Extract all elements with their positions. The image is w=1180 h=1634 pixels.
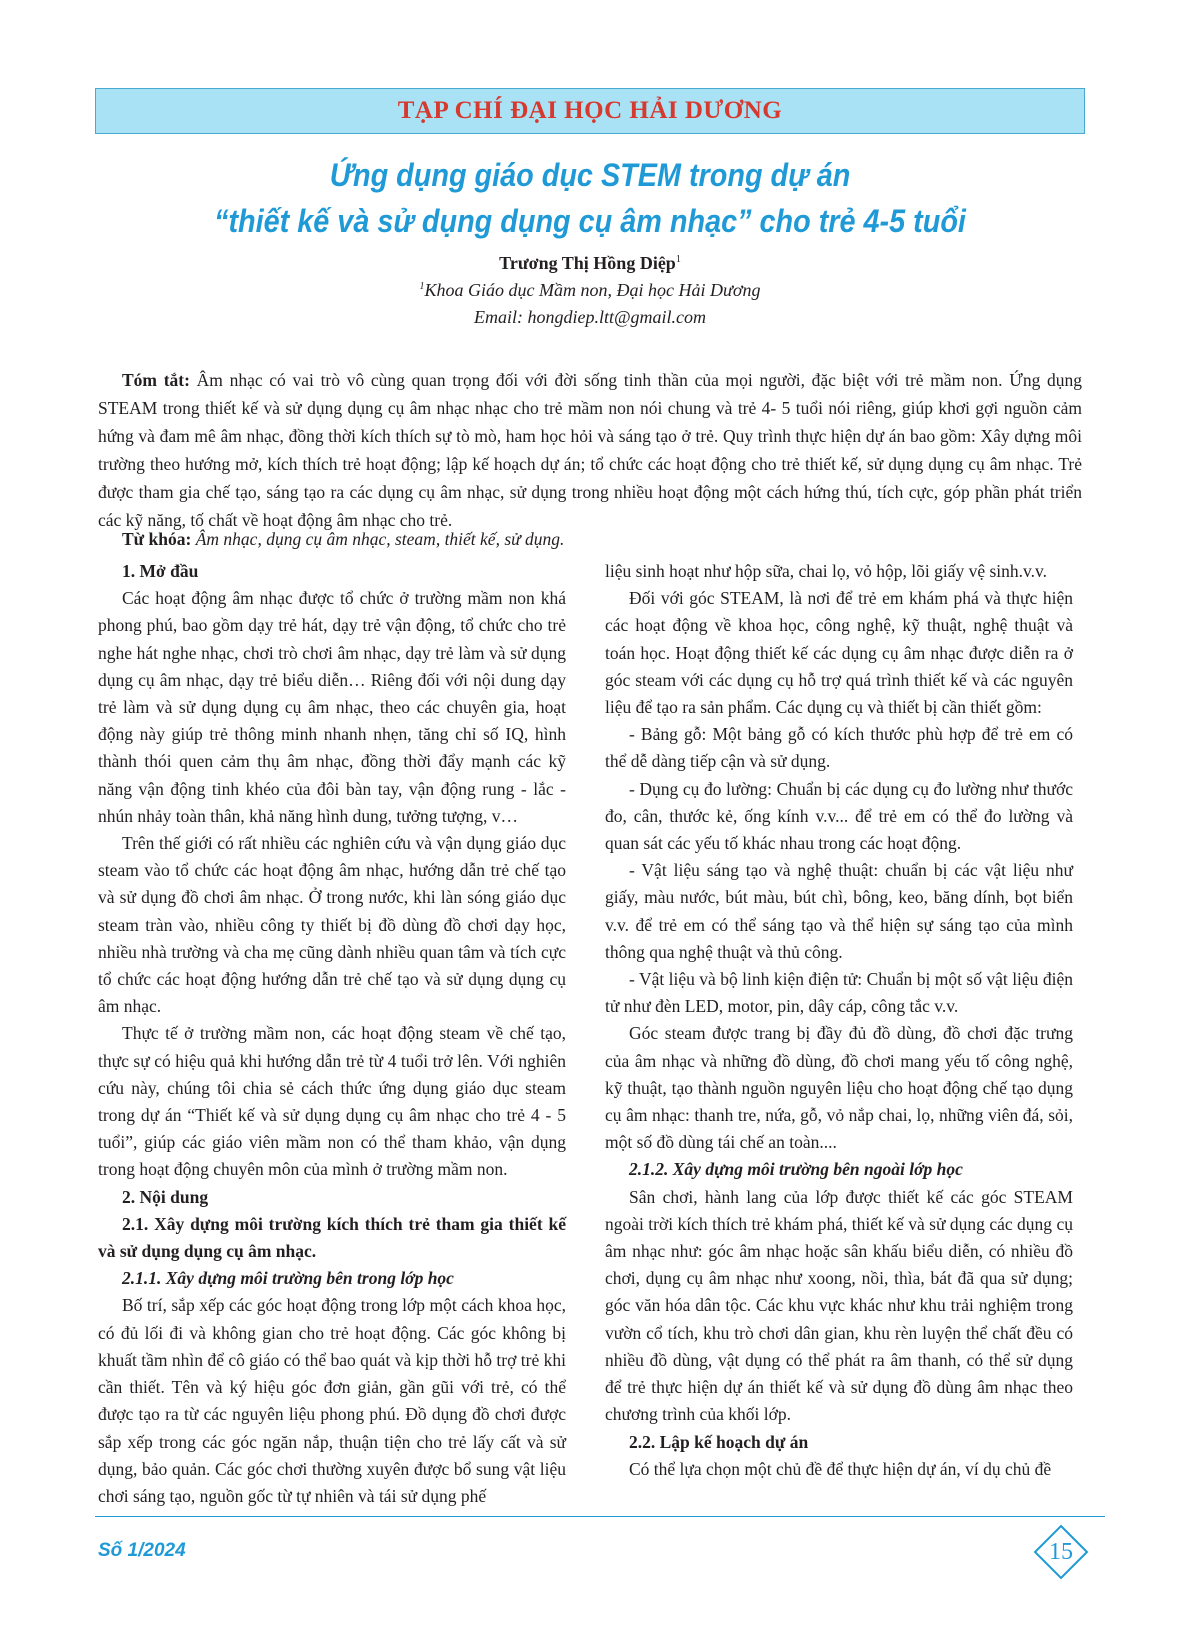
affiliation-superscript: 1 — [419, 281, 425, 292]
abstract — [98, 366, 1082, 534]
left-column — [98, 558, 566, 1510]
paragraph: Bố trí, sắp xếp các góc hoạt động trong lớp một cách khoa học, có đủ lối đi và không gian cho trẻ hoạt động. Các góc không bị khuất tầm nhìn để cô giáo có thể bao quát và kịp thời hỗ trợ trẻ khi cần thiết. Tên và ký hiệu góc đơn giản, gần gũi với trẻ, có thể được tạo ra từ các nguyên liệu phong phú. Đồ dụng đồ chơi được sắp xếp trong các góc ngăn nắp, thuận tiện cho trẻ lấy cất và sử dụng, bảo quản. Các góc chơi thường xuyên được bổ sung vật liệu chơi sáng tạo, nguồn gốc từ tự nhiên và tái sử dụng phế — [98, 1295, 566, 1506]
paragraph: Có thể lựa chọn một chủ đề để thực hiện dự án, ví dụ chủ đề — [629, 1458, 1052, 1479]
subsection-heading-2-1-2: 2.1.2. Xây dựng môi trường bên ngoài lớp học — [629, 1159, 963, 1180]
list-item: - Vật liệu và bộ linh kiện điện tử: Chuẩn bị một số vật liệu điện tử như đèn LED, motor, pin, dây cáp, công tắc v.v. — [605, 969, 1073, 1017]
paragraph: Đối với góc STEAM, là nơi để trẻ em khám phá và thực hiện các hoạt động về khoa học, công nghệ, kỹ thuật, nghệ thuật và toán học. Hoạt động thiết kế các dụng cụ âm nhạc được diễn ra ở góc steam với các dụng cụ hỗ trợ quá trình thiết kế và các nguyên liệu để tạo ra sản phẩm. Các dụng cụ và thiết bị cần thiết gồm: — [605, 588, 1073, 718]
footer-divider — [95, 1516, 1105, 1517]
issue-number: Số 1/2024 — [98, 1540, 186, 1561]
list-item: - Bảng gỗ: Một bảng gỗ có kích thước phù hợp để trẻ em có thể dễ dàng tiếp cận và sử dụng. — [605, 724, 1073, 772]
list-item: - Dụng cụ đo lường: Chuẩn bị các dụng cụ đo lường như thước đo, cân, thước kẻ, ống kính v.v... để trẻ em có thể đo lường và quan sát các yếu tố khác nhau trong các hoạt động. — [605, 778, 1073, 854]
paragraph: Sân chơi, hành lang của lớp được thiết kế các góc STEAM ngoài trời kích thích trẻ khám phá, thiết kế và sử dụng các dụng cụ âm nhạc như: góc âm nhạc hoặc sân khấu biểu diễn, có nhiều đồ chơi, dụng cụ âm nhạc như xoong, nồi, thìa, bát đã qua sử dụng; góc văn hóa dân tộc. Các khu vực khác như khu trải nghiệm trong vườn cổ tích, khu trò chơi dân gian, khu rèn luyện thể chất đều có nhiều đồ dùng, vật dụng có thể phát ra âm thanh, có thể sử dụng để trẻ thực hiện dự án thiết kế và sử dụng đồ dùng âm nhạc theo chương trình của khối lớp. — [605, 1186, 1073, 1425]
paragraph: Thực tế ở trường mầm non, các hoạt động steam về chế tạo, thực sự có hiệu quả khi hướng dẫn trẻ từ 4 tuổi trở lên. Với nghiên cứu này, chúng tôi chia sẻ cách thức ứng dụng giáo dục steam trong dự án “Thiết kế và sử dụng dụng cụ âm nhạc cho trẻ 4 - 5 tuổi”, giúp các giáo viên mầm non có thể tham khảo, vận dụng trong hoạt động chuyên môn của mình ở trường mầm non. — [98, 1023, 566, 1180]
paragraph: Các hoạt động âm nhạc được tổ chức ở trường mầm non khá phong phú, bao gồm dạy trẻ hát, dạy trẻ vận động, tổ chức cho trẻ nghe hát nghe nhạc, chơi trò chơi âm nhạc, dạy trẻ làm và sử dụng dụng cụ âm nhạc, dạy trẻ biểu diễn… Riêng đối với nội dung dạy trẻ làm và sử dụng dụng cụ âm nhạc, theo các chuyên gia, hoạt động này giúp trẻ thông minh nhanh nhẹn, tăng chỉ số IQ, hình thành thói quen cảm thụ âm nhạc, đồng thời đẩy mạnh các kỹ năng vận động tinh khéo của đôi bàn tay, vận động rung - lắc - nhún nhảy toàn thân, khả năng hình dung, tưởng tượng, v… — [98, 588, 566, 826]
subsection-heading-2-1: 2.1. Xây dựng môi trường kích thích trẻ tham gia thiết kế và sử dụng dụng cụ âm nhạc. — [98, 1213, 566, 1262]
keywords-label: Từ khóa: — [122, 529, 192, 549]
subsection-heading-2-2: 2.2. Lập kế hoạch dự án — [629, 1431, 809, 1452]
section-heading-content: 2. Nội dung — [122, 1186, 209, 1207]
paragraph: Góc steam được trang bị đầy đủ đồ dùng, đồ chơi đặc trưng của âm nhạc và những đồ dùng, đồ chơi mang yếu tố công nghệ, kỹ thuật, tạo thành nguồn nguyên liệu cho hoạt động chế tạo dụng cụ âm nhạc: thanh tre, nứa, gỗ, vỏ nắp chai, lọ, những viên đá, sỏi, một số đồ dùng tái chế an toàn.... — [605, 1023, 1073, 1153]
paragraph: Trên thế giới có rất nhiều các nghiên cứu và vận dụng giáo dục steam vào tổ chức các hoạt động âm nhạc, hướng dẫn trẻ chế tạo và sử dụng đồ chơi âm nhạc. Ở trong nước, khi làn sóng giáo dục steam tràn vào, nhiều công ty thiết bị đồ dùng đồ chơi dạy học, nhiều nhà trường và cha mẹ cũng dành nhiều quan tâm và tích cực tổ chức các hoạt động hướng dẫn trẻ chế tạo và sử dụng dụng cụ âm nhạc. — [98, 833, 566, 1017]
keywords-text: Âm nhạc, dụng cụ âm nhạc, steam, thiết kế, sử dụng. — [191, 529, 565, 549]
right-column — [605, 558, 1073, 1483]
author-email: Email: hongdiep.ltt@gmail.com — [473, 307, 707, 327]
article-title-line-2: “thiết kế và sử dụng dụng cụ âm nhạc” cho trẻ 4-5 tuổi — [214, 203, 966, 239]
journal-header-band — [95, 88, 1085, 134]
keywords — [98, 525, 1082, 553]
paragraph-continued: liệu sinh hoạt như hộp sữa, chai lọ, vỏ hộp, lõi giấy vệ sinh.v.v. — [605, 561, 1047, 581]
author-name-text: Trương Thị Hồng Diệp — [499, 253, 676, 273]
article-title — [145, 152, 1036, 244]
journal-name: TẠP CHÍ ĐẠI HỌC HẢI DƯƠNG — [397, 97, 783, 124]
list-item: - Vật liệu sáng tạo và nghệ thuật: chuẩn bị các vật liệu như giấy, màu nước, bút màu, bút chì, bông, keo, băng dính, bọt biển v.v. để trẻ em có thể sáng tạo và thể hiện sự sáng tạo của mình thông qua nghệ thuật và thủ công. — [605, 860, 1073, 962]
article-title-line-1: Ứng dụng giáo dục STEM trong dự án — [329, 157, 851, 193]
affiliation-text: Khoa Giáo dục Mầm non, Đại học Hải Dương — [424, 280, 761, 300]
abstract-text: Âm nhạc có vai trò vô cùng quan trọng đối với đời sống tinh thần của mọi người, đặc biệt với trẻ mầm non. Ứng dụng STEAM trong thiết kế và sử dụng dụng cụ âm nhạc nhạc cho trẻ mầm non nói chung và trẻ 4- 5 tuổi nói riêng, giúp khơi gợi nguồn cảm hứng và đam mê âm nhạc, đồng thời kích thích sự tò mò, ham học hỏi và sáng tạo ở trẻ. Quy trình thực hiện dự án bao gồm: Xây dựng môi trường theo hướng mở, kích thích trẻ hoạt động; lập kế hoạch dự án; tổ chức các hoạt động cho trẻ thiết kế, sử dụng dụng cụ âm nhạc. Trẻ được tham gia chế tạo, sáng tạo ra các dụng cụ âm nhạc, sử dụng trong nhiều hoạt động một cách hứng thú, tích cực, góp phần phát triển các kỹ năng, tố chất về hoạt động âm nhạc cho trẻ. — [98, 370, 1083, 530]
author-affiliation — [95, 280, 1085, 301]
section-heading-intro: 1. Mở đầu — [122, 561, 199, 581]
abstract-label: Tóm tắt: — [122, 370, 190, 390]
author-superscript: 1 — [675, 254, 681, 265]
page-number: 15 — [1049, 1538, 1073, 1565]
author-name — [95, 253, 1085, 274]
subsection-heading-2-1-1: 2.1.1. Xây dựng môi trường bên trong lớp học — [122, 1268, 454, 1289]
